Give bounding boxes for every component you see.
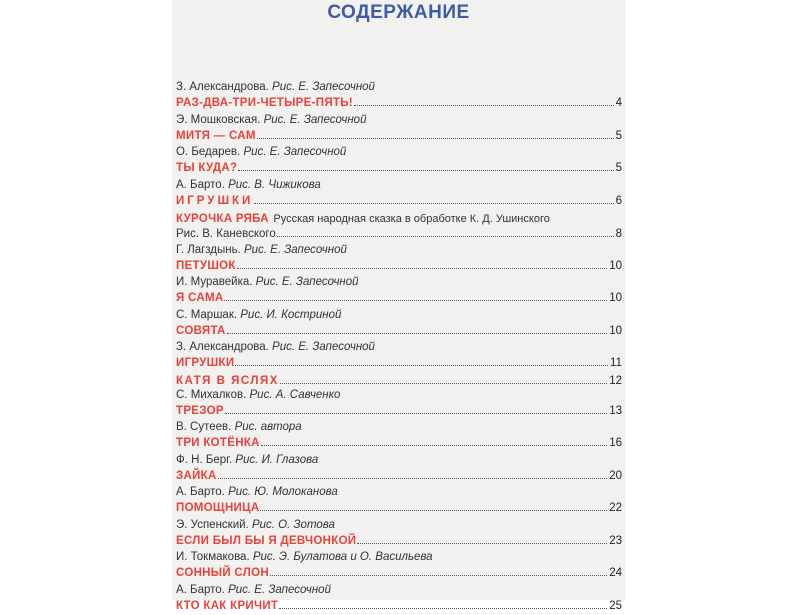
- entry-illustrator: Рис. О. Зотова: [252, 519, 335, 531]
- entry-title: КАТЯ В ЯСЛЯХ: [176, 373, 279, 389]
- entry-page: 23: [608, 533, 622, 549]
- entry-credits: [176, 145, 622, 160]
- entry-illustrator: Рис. Е. Запесочной: [244, 244, 347, 256]
- entry-line: [176, 435, 622, 451]
- entry-line: [176, 323, 622, 339]
- entry-illustrator: Рис. Е. Запесочной: [264, 114, 367, 126]
- entry-illustrator: Рис. И. Костриной: [240, 309, 341, 321]
- toc-entry: [176, 583, 622, 615]
- entry-illustrator: Рис. Е. Запесочной: [272, 341, 375, 353]
- toc-entry: [176, 113, 622, 146]
- dot-leader: [227, 323, 608, 334]
- dot-leader: [224, 290, 607, 301]
- entry-page: 10: [608, 290, 622, 306]
- toc-entry: [176, 373, 622, 388]
- entry-illustrator: Рис. Е. Запесочной: [243, 146, 346, 158]
- entry-title: СОННЫЙ СЛОН: [176, 565, 269, 581]
- entry-page: 20: [608, 468, 622, 484]
- entry-credits: [176, 485, 622, 500]
- entry-page: 22: [608, 500, 622, 516]
- entry-page: 11: [609, 355, 622, 371]
- entry-line: [176, 403, 622, 419]
- dot-leader: [225, 403, 607, 414]
- toc-entry: [176, 275, 622, 308]
- entry-page: 6: [615, 193, 622, 209]
- entry-line: [176, 226, 622, 242]
- toc-entry: [176, 145, 622, 178]
- entry-author: З. Александрова.: [176, 341, 269, 353]
- entry-line: [176, 373, 622, 389]
- entry-page: 10: [608, 258, 622, 274]
- entry-title: СОВЯТА: [176, 323, 226, 339]
- entry-credits: [176, 275, 622, 290]
- entry-author: З. Александрова.: [176, 81, 269, 93]
- entry-illustrator: Рис. Е. Запесочной: [256, 276, 359, 288]
- entry-author: А. Барто.: [176, 486, 225, 498]
- entry-author: Э. Мошковская.: [176, 114, 260, 126]
- dot-leader: [238, 160, 613, 171]
- entry-author: С. Михалков.: [176, 389, 246, 401]
- entry-credits: [176, 80, 622, 95]
- entry-line: [176, 565, 622, 581]
- entry-illustrator: Рис. Е. Запесочной: [228, 584, 331, 596]
- entry-author: А. Барто.: [176, 584, 225, 596]
- entry-title: МИТЯ — САМ: [176, 128, 256, 144]
- entry-page: 24: [608, 565, 622, 581]
- dot-leader: [237, 258, 607, 269]
- entry-illustrator: Рис. автора: [235, 421, 302, 433]
- entry-line: [176, 160, 622, 176]
- entry-page: 10: [608, 323, 622, 339]
- entry-subtitle: Русская народная сказка в обработке К. Д. Ушинского: [273, 211, 549, 227]
- entry-credits: [176, 420, 622, 435]
- entry-line: [176, 355, 622, 371]
- dot-leader: [270, 565, 607, 576]
- entry-page: 5: [615, 128, 622, 144]
- entry-page: 16: [608, 435, 622, 451]
- entry-title: Я САМА: [176, 290, 223, 306]
- entry-author: С. Маршак.: [176, 309, 237, 321]
- entry-credits: [176, 388, 622, 403]
- entry-page: 25: [608, 598, 622, 614]
- entry-credits: [176, 178, 622, 193]
- entry-credits: [176, 550, 622, 565]
- entry-credits: [176, 308, 622, 323]
- toc-entry: [176, 210, 622, 243]
- entry-line: [176, 290, 622, 306]
- entry-title: ЕСЛИ БЫЛ БЫ Я ДЕВЧОНКОЙ: [176, 533, 356, 549]
- entry-credits: [176, 453, 622, 468]
- entry-line: [176, 193, 622, 209]
- dot-leader: [218, 468, 608, 479]
- book-page: [172, 0, 625, 600]
- toc-entry: [176, 340, 622, 373]
- entry-author: Ф. Н. Берг.: [176, 454, 232, 466]
- entry-illustrator: Рис. А. Савченко: [250, 389, 341, 401]
- entry-author: И. Токмакова.: [176, 551, 250, 563]
- toc-entry: [176, 388, 622, 421]
- entry-illustrator: Рис. И. Глазова: [235, 454, 318, 466]
- entry-line: [176, 468, 622, 484]
- dot-leader: [260, 500, 607, 511]
- entry-credits: [176, 113, 622, 128]
- dot-leader: [277, 226, 614, 237]
- entry-author: Г. Лагздынь.: [176, 244, 241, 256]
- dot-leader: [257, 128, 614, 139]
- page-title: СОДЕРЖАНИЕ: [172, 2, 625, 24]
- entry-line: [176, 95, 622, 111]
- entry-title: ИГРУШКИ: [176, 193, 253, 209]
- entry-author: А. Барто.: [176, 179, 225, 191]
- dot-leader: [261, 435, 607, 446]
- entry-title: КТО КАК КРИЧИТ: [176, 598, 278, 614]
- toc-entry: [176, 178, 622, 211]
- toc-entry: [176, 550, 622, 583]
- entry-illustrator: Рис. В. Каневского: [176, 227, 276, 242]
- dot-leader: [280, 373, 607, 384]
- entry-credits: [176, 243, 622, 258]
- entry-page: 13: [608, 403, 622, 419]
- entry-line: [176, 210, 622, 226]
- entry-title: КУРОЧКА РЯБА: [176, 211, 269, 227]
- entry-page: 4: [615, 95, 622, 111]
- entry-title: ПОМОЩНИЦА: [176, 500, 259, 516]
- dot-leader: [235, 355, 608, 366]
- toc-entry: [176, 518, 622, 551]
- toc-entry: [176, 420, 622, 453]
- entry-credits: [176, 340, 622, 355]
- entry-line: [176, 258, 622, 274]
- entry-credits: [176, 518, 622, 533]
- entry-illustrator: Рис. Ю. Молоканова: [228, 486, 338, 498]
- entry-illustrator: Рис. Э. Булатова и О. Васильева: [253, 551, 433, 563]
- table-of-contents: [176, 80, 622, 615]
- entry-line: [176, 533, 622, 549]
- toc-entry: [176, 80, 622, 113]
- toc-entry: [176, 453, 622, 486]
- entry-line: [176, 500, 622, 516]
- dot-leader: [254, 193, 613, 204]
- entry-line: [176, 128, 622, 144]
- dot-leader: [354, 95, 614, 106]
- entry-illustrator: Рис. В. Чижикова: [228, 179, 321, 191]
- dot-leader: [357, 533, 607, 544]
- entry-page: 12: [608, 373, 622, 389]
- entry-title: РАЗ-ДВА-ТРИ-ЧЕТЫРЕ-ПЯТЬ!: [176, 95, 353, 111]
- dot-leader: [279, 598, 607, 609]
- toc-entry: [176, 308, 622, 341]
- entry-title: ИГРУШКИ: [176, 355, 234, 371]
- entry-title: ТРЕЗОР: [176, 403, 224, 419]
- entry-title: ЗАЙКА: [176, 468, 217, 484]
- entry-author: И. Муравейка.: [176, 276, 252, 288]
- entry-author: Э. Успенский.: [176, 519, 249, 531]
- entry-page: 8: [615, 226, 622, 242]
- entry-author: В. Сутеев.: [176, 421, 231, 433]
- toc-entry: [176, 485, 622, 518]
- entry-title: ТЫ КУДА?: [176, 160, 237, 176]
- entry-title: ПЕТУШОК: [176, 258, 236, 274]
- entry-credits: [176, 583, 622, 598]
- toc-entry: [176, 243, 622, 276]
- entry-title: ТРИ КОТЁНКА: [176, 435, 260, 451]
- entry-page: 5: [615, 160, 622, 176]
- entry-illustrator: Рис. Е. Запесочной: [272, 81, 375, 93]
- entry-author: О. Бедарев.: [176, 146, 240, 158]
